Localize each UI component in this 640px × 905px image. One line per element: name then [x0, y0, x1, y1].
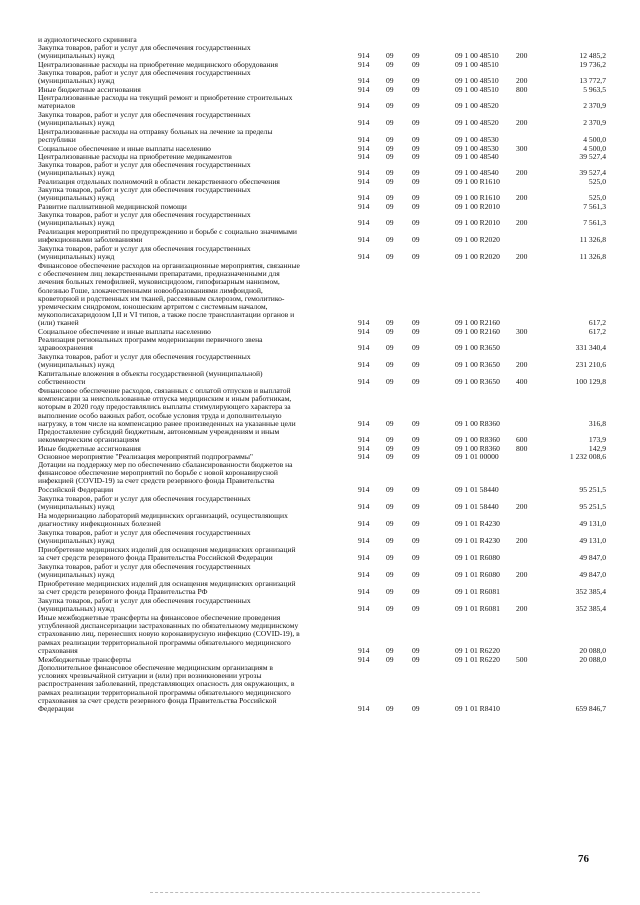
target-article-code: 09 1 00 R2010 [455, 218, 500, 228]
target-article-code: 09 1 00 R2160 [455, 327, 500, 336]
section-code: 09 [386, 327, 394, 336]
expense-type-code: 200 [516, 76, 528, 86]
chapter-code: 914 [358, 101, 370, 111]
chapter-code: 914 [358, 135, 370, 145]
chapter-code: 914 [358, 553, 370, 563]
row-name: Реализация региональных программ модернизации первичного звена здравоохранения [38, 335, 263, 353]
section-code: 09 [386, 553, 394, 563]
chapter-code: 914 [358, 444, 370, 453]
section-code: 09 [386, 101, 394, 111]
subsection-code: 09 [412, 135, 420, 145]
section-code: 09 [386, 193, 394, 203]
expense-type-code: 800 [516, 444, 528, 453]
chapter-code: 914 [358, 85, 370, 94]
row-name: Закупка товаров, работ и услуг для обеспечения государственных (муниципальных) нужд [38, 596, 251, 614]
subsection-code: 09 [412, 343, 420, 353]
expense-type-code: 200 [516, 252, 528, 262]
target-article-code: 09 1 00 48510 [455, 85, 499, 94]
amount-value: 617,2 [588, 327, 606, 336]
section-code: 09 [386, 536, 394, 546]
amount-value: 49 131,0 [579, 536, 606, 546]
expense-type-code: 800 [516, 85, 528, 94]
chapter-code: 914 [358, 604, 370, 614]
target-article-code: 09 1 01 R6080 [455, 570, 500, 580]
row-name: Централизованные расходы на отправку больных на лечение за пределы республики [38, 127, 273, 145]
row-name: Иные бюджетные ассигнования [38, 85, 141, 94]
amount-value: 316,8 [588, 418, 606, 428]
expense-type-code: 200 [516, 51, 528, 61]
row-name: Социальное обеспечение и иные выплаты населению [38, 327, 211, 336]
target-article-code: 09 1 00 R8360 [455, 418, 500, 428]
chapter-code: 914 [358, 502, 370, 512]
chapter-code: 914 [358, 536, 370, 546]
row-name: Закупка товаров, работ и услуг для обеспечения государственных (муниципальных) нужд [38, 562, 251, 580]
row-name: Централизованные расходы на приобретение медицинского оборудования [38, 60, 278, 69]
amount-value: 4 500,0 [583, 135, 606, 145]
row-name: Закупка товаров, работ и услуг для обеспечения государственных (муниципальных) нужд [38, 110, 251, 128]
amount-value: 13 772,7 [579, 76, 606, 86]
subsection-code: 09 [412, 85, 420, 94]
row-name: Капитальные вложения в объекты государственной (муниципальной) собственности [38, 369, 263, 387]
target-article-code: 09 1 00 48510 [455, 76, 499, 86]
subsection-code: 09 [412, 484, 420, 494]
chapter-code: 914 [358, 704, 370, 713]
amount-value: 1 232 008,6 [569, 452, 606, 461]
expense-type-code: 600 [516, 435, 528, 445]
expense-type-code: 500 [516, 655, 528, 664]
target-article-code: 09 1 00 R8360 [455, 444, 500, 453]
target-article-code: 09 1 01 R6080 [455, 553, 500, 563]
subsection-code: 09 [412, 645, 420, 655]
row-name: Закупка товаров, работ и услуг для обеспечения государственных (муниципальных) нужд [38, 244, 251, 262]
target-article-code: 09 1 01 R6220 [455, 645, 500, 655]
row-name: Приобретение медицинских изделий для оснащения медицинских организаций за счет средств резервного фонда Правительства РФ [38, 579, 296, 597]
amount-value: 231 210,6 [575, 360, 606, 370]
subsection-code: 09 [412, 587, 420, 597]
section-code: 09 [386, 444, 394, 453]
row-name: Дополнительное финансовое обеспечение медицинским организациям в условиях чрезвычайной ситуации и (или) при возникновении угрозы распространения заболеваний, представляющих опасность для окружающих, в рамках реализации территориальной программы обязательного медицинского страхования за счет средств резервного фонда Правительства Российской Федерации [38, 663, 295, 714]
subsection-code: 09 [412, 704, 420, 713]
chapter-code: 914 [358, 118, 370, 128]
target-article-code: 09 1 01 R6081 [455, 587, 500, 597]
target-article-code: 09 1 00 48510 [455, 60, 499, 69]
target-article-code: 09 1 00 48540 [455, 168, 499, 178]
target-article-code: 09 1 00 R3650 [455, 343, 500, 353]
section-code: 09 [386, 144, 394, 153]
row-name: Иные бюджетные ассигнования [38, 444, 141, 453]
chapter-code: 914 [358, 587, 370, 597]
section-code: 09 [386, 218, 394, 228]
chapter-code: 914 [358, 377, 370, 387]
section-code: 09 [386, 343, 394, 353]
target-article-code: 09 1 00 48520 [455, 118, 499, 128]
row-name: Развитие паллиативной медицинской помощи [38, 202, 187, 211]
chapter-code: 914 [358, 252, 370, 262]
footer-divider [150, 892, 480, 893]
section-code: 09 [386, 152, 394, 161]
row-name: Приобретение медицинских изделий для оснащения медицинских организаций за счет средств резервного фонда Правительства Российской Федерации [38, 545, 296, 563]
subsection-code: 09 [412, 202, 420, 211]
chapter-code: 914 [358, 168, 370, 178]
subsection-code: 09 [412, 177, 420, 186]
chapter-code: 914 [358, 144, 370, 153]
row-name: Основное мероприятие "Реализация мероприятий подпрограммы" [38, 452, 254, 461]
chapter-code: 914 [358, 327, 370, 336]
row-name: Закупка товаров, работ и услуг для обеспечения государственных (муниципальных) нужд [38, 352, 251, 370]
expense-type-code: 300 [516, 144, 528, 153]
section-code: 09 [386, 202, 394, 211]
row-name: Реализация отдельных полномочий в области лекарственного обеспечения [38, 177, 280, 186]
subsection-code: 09 [412, 452, 420, 461]
row-name: Закупка товаров, работ и услуг для обеспечения государственных (муниципальных) нужд [38, 528, 251, 546]
target-article-code: 09 1 01 58440 [455, 484, 499, 494]
subsection-code: 09 [412, 51, 420, 61]
amount-value: 11 326,8 [579, 235, 606, 245]
subsection-code: 09 [412, 435, 420, 445]
amount-value: 39 527,4 [579, 152, 606, 161]
subsection-code: 09 [412, 502, 420, 512]
page-number: 76 [578, 853, 589, 865]
chapter-code: 914 [358, 645, 370, 655]
chapter-code: 914 [358, 318, 370, 328]
section-code: 09 [386, 135, 394, 145]
amount-value: 142,9 [588, 444, 606, 453]
target-article-code: 09 1 01 R6081 [455, 604, 500, 614]
subsection-code: 09 [412, 76, 420, 86]
subsection-code: 09 [412, 536, 420, 546]
section-code: 09 [386, 60, 394, 69]
section-code: 09 [386, 76, 394, 86]
row-name: Централизованные расходы на текущий ремонт и приобретение строительных материалов [38, 93, 293, 111]
target-article-code: 09 1 00 R3650 [455, 360, 500, 370]
amount-value: 617,2 [588, 318, 606, 328]
section-code: 09 [386, 452, 394, 461]
row-name: и аудиологического скрининга [38, 35, 137, 44]
subsection-code: 09 [412, 444, 420, 453]
chapter-code: 914 [358, 452, 370, 461]
amount-value: 49 131,0 [579, 519, 606, 529]
section-code: 09 [386, 168, 394, 178]
section-code: 09 [386, 51, 394, 61]
target-article-code: 09 1 00 R3650 [455, 377, 500, 387]
subsection-code: 09 [412, 553, 420, 563]
expense-type-code: 200 [516, 604, 528, 614]
amount-value: 352 385,4 [575, 604, 606, 614]
chapter-code: 914 [358, 193, 370, 203]
section-code: 09 [386, 235, 394, 245]
amount-value: 2 370,9 [583, 101, 606, 111]
chapter-code: 914 [358, 76, 370, 86]
section-code: 09 [386, 704, 394, 713]
subsection-code: 09 [412, 418, 420, 428]
subsection-code: 09 [412, 327, 420, 336]
chapter-code: 914 [358, 202, 370, 211]
amount-value: 4 500,0 [583, 144, 606, 153]
chapter-code: 914 [358, 418, 370, 428]
section-code: 09 [386, 645, 394, 655]
section-code: 09 [386, 587, 394, 597]
amount-value: 95 251,5 [579, 484, 606, 494]
amount-value: 173,9 [588, 435, 606, 445]
amount-value: 352 385,4 [575, 587, 606, 597]
section-code: 09 [386, 484, 394, 494]
target-article-code: 09 1 01 58440 [455, 502, 499, 512]
chapter-code: 914 [358, 655, 370, 664]
amount-value: 12 485,2 [579, 51, 606, 61]
amount-value: 2 370,9 [583, 118, 606, 128]
target-article-code: 09 1 00 R2020 [455, 235, 500, 245]
row-name: Реализация мероприятий по предупреждению и борьбе с социально значимыми инфекционными заболеваниями [38, 227, 297, 245]
section-code: 09 [386, 85, 394, 94]
chapter-code: 914 [358, 51, 370, 61]
target-article-code: 09 1 00 R2020 [455, 252, 500, 262]
subsection-code: 09 [412, 519, 420, 529]
chapter-code: 914 [358, 218, 370, 228]
section-code: 09 [386, 418, 394, 428]
target-article-code: 09 1 00 R1610 [455, 177, 500, 186]
amount-value: 525,0 [588, 177, 606, 186]
subsection-code: 09 [412, 604, 420, 614]
section-code: 09 [386, 252, 394, 262]
amount-value: 7 561,3 [583, 202, 606, 211]
target-article-code: 09 1 00 R8360 [455, 435, 500, 445]
row-name: Дотации на поддержку мер по обеспечению сбалансированности бюджетов на финансовое обеспечение мероприятий по борьбе с новой коронавирусной инфекцией (COVID-19) за счет средств резервного фонда Правительства Российской Федерации [38, 460, 293, 494]
chapter-code: 914 [358, 484, 370, 494]
amount-value: 20 088,0 [579, 645, 606, 655]
expense-type-code: 400 [516, 377, 528, 387]
section-code: 09 [386, 570, 394, 580]
section-code: 09 [386, 604, 394, 614]
subsection-code: 09 [412, 101, 420, 111]
amount-value: 39 527,4 [579, 168, 606, 178]
amount-value: 11 326,8 [579, 252, 606, 262]
subsection-code: 09 [412, 218, 420, 228]
amount-value: 659 846,7 [575, 704, 606, 713]
target-article-code: 09 1 00 48530 [455, 144, 499, 153]
target-article-code: 09 1 01 R6220 [455, 655, 500, 664]
row-name: Межбюджетные трансферты [38, 655, 131, 664]
section-code: 09 [386, 177, 394, 186]
target-article-code: 09 1 01 00000 [455, 452, 499, 461]
target-article-code: 09 1 00 R2160 [455, 318, 500, 328]
amount-value: 49 847,0 [579, 553, 606, 563]
amount-value: 5 963,5 [583, 85, 606, 94]
expense-type-code: 200 [516, 193, 528, 203]
amount-value: 95 251,5 [579, 502, 606, 512]
subsection-code: 09 [412, 570, 420, 580]
target-article-code: 09 1 01 R8410 [455, 704, 500, 713]
section-code: 09 [386, 118, 394, 128]
chapter-code: 914 [358, 570, 370, 580]
chapter-code: 914 [358, 235, 370, 245]
amount-value: 100 129,8 [575, 377, 606, 387]
target-article-code: 09 1 00 R2010 [455, 202, 500, 211]
subsection-code: 09 [412, 118, 420, 128]
subsection-code: 09 [412, 193, 420, 203]
row-name: Финансовое обеспечение расходов, связанных с оплатой отпусков и выплатой компенсации за неиспользованные отпуска медицинским и иным работникам, которым в 2020 году предоставлялись выплаты стимулирующего характера за выполнение особо важных работ, особые условия труда и дополнительную нагрузку, в том числе на компенсацию ранее произведенных на указанные цели [38, 386, 296, 428]
chapter-code: 914 [358, 519, 370, 529]
amount-value: 331 340,4 [575, 343, 606, 353]
section-code: 09 [386, 360, 394, 370]
section-code: 09 [386, 318, 394, 328]
expense-type-code: 200 [516, 502, 528, 512]
amount-value: 49 847,0 [579, 570, 606, 580]
target-article-code: 09 1 00 48540 [455, 152, 499, 161]
row-name: Иные межбюджетные трансферты на финансовое обеспечение проведения углубленной диспансеризации застрахованных по обязательному медицинскому страхованию лиц, перенесших новую коронавирусную инфекцию (COVID-19), в рамках реализации территориальной программы обязательного медицинского страхования [38, 613, 300, 655]
amount-value: 525,0 [588, 193, 606, 203]
section-code: 09 [386, 377, 394, 387]
expense-type-code: 200 [516, 360, 528, 370]
subsection-code: 09 [412, 655, 420, 664]
target-article-code: 09 1 01 R4230 [455, 536, 500, 546]
row-name: Закупка товаров, работ и услуг для обеспечения государственных (муниципальных) нужд [38, 43, 251, 61]
row-name: Закупка товаров, работ и услуг для обеспечения государственных (муниципальных) нужд [38, 210, 251, 228]
row-name: Предоставление субсидий бюджетным, автономным учреждениям и иным некоммерческим организациям [38, 427, 280, 445]
chapter-code: 914 [358, 435, 370, 445]
target-article-code: 09 1 00 R1610 [455, 193, 500, 203]
subsection-code: 09 [412, 235, 420, 245]
row-name: Социальное обеспечение и иные выплаты населению [38, 144, 211, 153]
target-article-code: 09 1 00 48530 [455, 135, 499, 145]
chapter-code: 914 [358, 152, 370, 161]
expense-type-code: 200 [516, 118, 528, 128]
chapter-code: 914 [358, 360, 370, 370]
expense-type-code: 200 [516, 570, 528, 580]
section-code: 09 [386, 502, 394, 512]
row-name: Централизованные расходы на приобретение медикаментов [38, 152, 232, 161]
section-code: 09 [386, 519, 394, 529]
target-article-code: 09 1 01 R4230 [455, 519, 500, 529]
amount-value: 7 561,3 [583, 218, 606, 228]
row-name: Финансовое обеспечение расходов на организационные мероприятия, связанные с обеспечением лиц лекарственными препаратами, предназначенными для лечения больных гемофилией, муковисцидозом, гипофизарным нанизмом, болезнью Гоше, злокачественными новообразованиями лимфоидной, кроветорной и родственных им тканей, рассеянным склерозом, гемолитико- уремическим синдромом, юношеским артритом с системным началом, мукополисахаридозом I,II и VI типов, а также после трансплантации органов и (или) тканей [38, 261, 300, 328]
expense-type-code: 200 [516, 536, 528, 546]
amount-value: 20 088,0 [579, 655, 606, 664]
section-code: 09 [386, 435, 394, 445]
subsection-code: 09 [412, 377, 420, 387]
expense-type-code: 200 [516, 168, 528, 178]
chapter-code: 914 [358, 343, 370, 353]
chapter-code: 914 [358, 60, 370, 69]
row-name: Закупка товаров, работ и услуг для обеспечения государственных (муниципальных) нужд [38, 494, 251, 512]
row-name: На модернизацию лабораторий медицинских организаций, осуществляющих диагностику инфекционных болезней [38, 511, 288, 529]
row-name: Закупка товаров, работ и услуг для обеспечения государственных (муниципальных) нужд [38, 185, 251, 203]
subsection-code: 09 [412, 168, 420, 178]
section-code: 09 [386, 655, 394, 664]
chapter-code: 914 [358, 177, 370, 186]
subsection-code: 09 [412, 360, 420, 370]
subsection-code: 09 [412, 152, 420, 161]
target-article-code: 09 1 00 48520 [455, 101, 499, 111]
expense-type-code: 300 [516, 327, 528, 336]
row-name: Закупка товаров, работ и услуг для обеспечения государственных (муниципальных) нужд [38, 160, 251, 178]
row-name: Закупка товаров, работ и услуг для обеспечения государственных (муниципальных) нужд [38, 68, 251, 86]
target-article-code: 09 1 00 48510 [455, 51, 499, 61]
subsection-code: 09 [412, 60, 420, 69]
subsection-code: 09 [412, 252, 420, 262]
subsection-code: 09 [412, 318, 420, 328]
expense-type-code: 200 [516, 218, 528, 228]
subsection-code: 09 [412, 144, 420, 153]
amount-value: 19 736,2 [579, 60, 606, 69]
